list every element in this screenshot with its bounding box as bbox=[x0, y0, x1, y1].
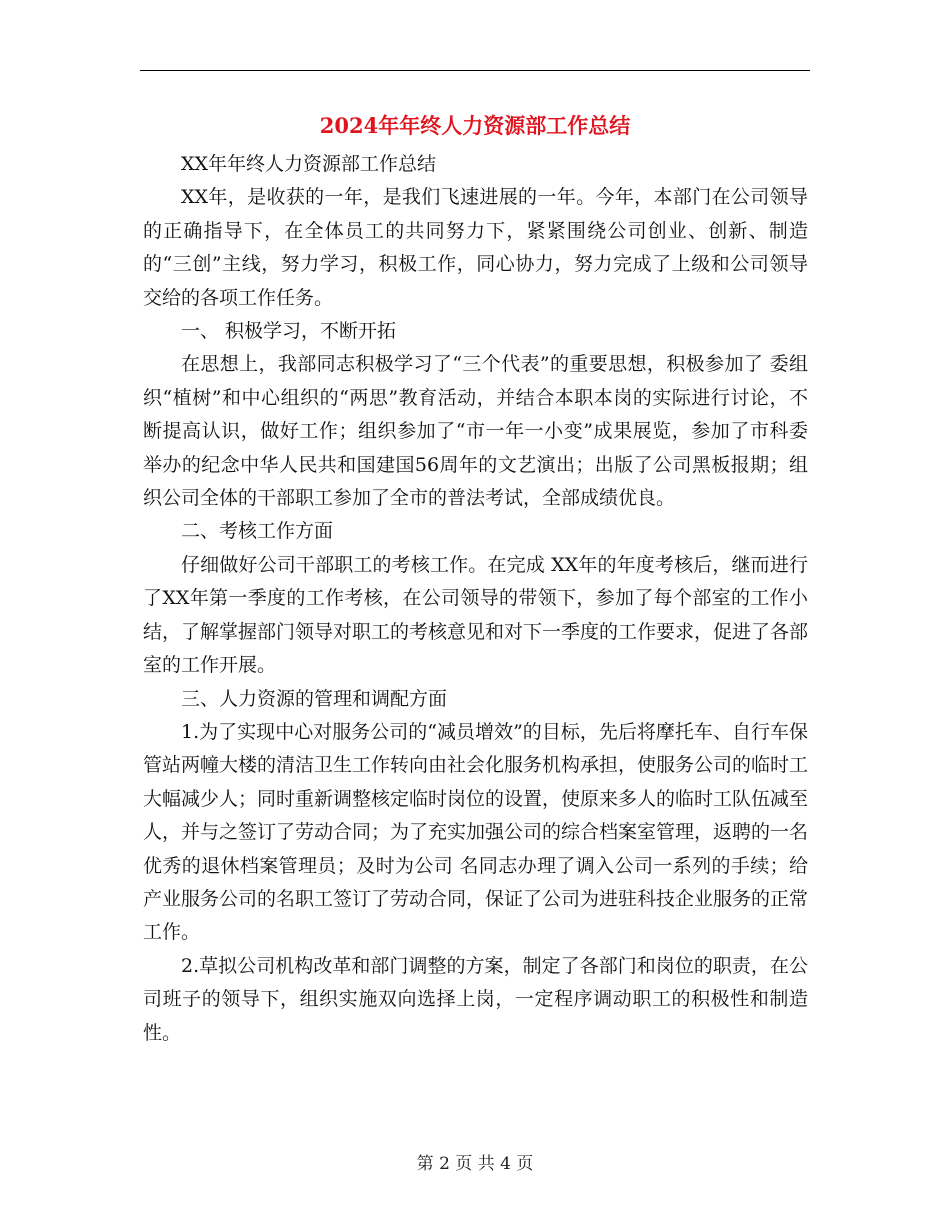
paragraph-item-1: 1.为了实现中心对服务公司的“减员增效”的目标，先后将摩托车、自行车保管站两幢大楼的清洁卫生工作转向由社会化服务机构承担，使服务公司的临时工大幅减少人；同时重新调整核定临时岗位的设置，使原来多人的临时工队伍减至 人，并与之签订了劳动合同；为了充实加强公司的综合档案室管理，返聘的一名优秀的退休档案管理员；及时为公司 名同志办理了调入公司一系列的手续；给产业服务公司的名职工签订了劳动合同，保证了公司为进驻科技企业服务的正常工作。 bbox=[143, 720, 809, 944]
paragraph-item-2: 2.草拟公司机构改革和部门调整的方案，制定了各部门和岗位的职责，在公司班子的领导下，组织实施双向选择上岗，一定程序调动职工的积极性和制造性。 bbox=[143, 954, 808, 1044]
page-number: 第 2 页 共 4 页 bbox=[416, 1154, 534, 1174]
document-body bbox=[143, 148, 808, 1050]
section-heading-2: 二、考核工作方面 bbox=[181, 520, 334, 543]
paragraph-study: 在思想上，我部同志积极学习了“三个代表”的重要思想，积极参加了 委组织“植树”和中心组织的“两思”教育活动，并结合本职本岗的实际进行讨论，不断提高认识，做好工作；组织参加了“市一年一小变”成果展览，参加了市科委举办的纪念中华人民共和国建国56周年的文艺演出；出版了公司黑板报期；组织公司全体的干部职工参加了全市的普法考试，全部成绩优良。 bbox=[143, 353, 808, 510]
section-heading-3: 三、人力资源的管理和调配方面 bbox=[181, 687, 448, 710]
section-heading-1: 一、 积极学习，不断开拓 bbox=[181, 320, 397, 343]
paragraph-subtitle: XX年年终人力资源部工作总结 bbox=[181, 153, 437, 175]
paragraph-intro: XX年，是收获的一年，是我们飞速进展的一年。今年，本部门在公司领导的正确指导下，在全体员工的共同努力下，紧紧围绕公司创业、创新、制造的“三创”主线，努力学习，积极工作，同心协力，努力完成了上级和公司领导交给的各项工作任务。 bbox=[143, 186, 808, 309]
paragraph-assessment: 仔细做好公司干部职工的考核工作。在完成 XX年的年度考核后，继而进行了XX年第一季度的工作考核，在公司领导的带领下，参加了每个部室的工作小结，了解掌握部门领导对职工的考核意见和对下一季度的工作要求，促进了各部室的工作开展。 bbox=[143, 553, 809, 677]
header-rule bbox=[140, 70, 810, 71]
document-title: 2024年年终人力资源部工作总结 bbox=[319, 113, 631, 138]
